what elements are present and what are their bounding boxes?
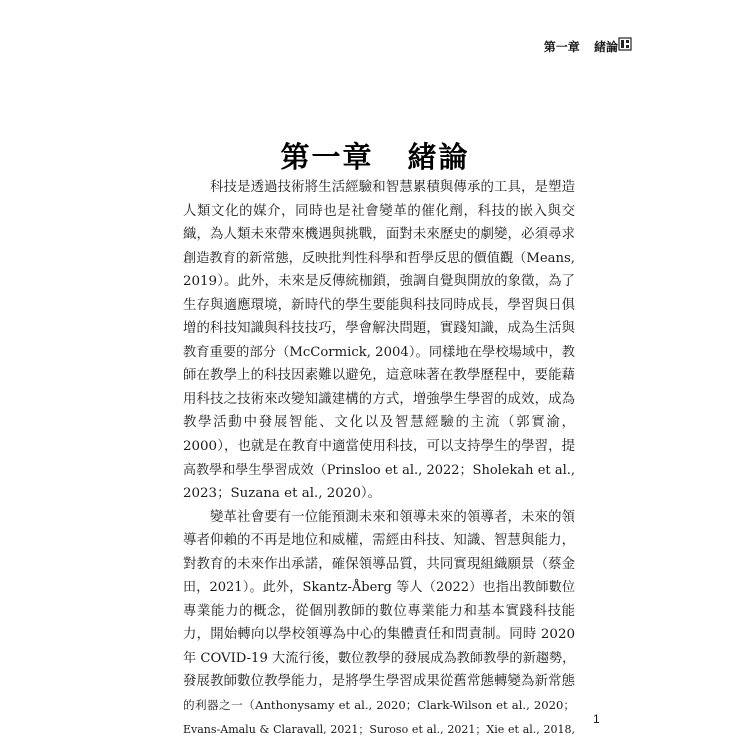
paragraph-1 — [183, 176, 575, 506]
text-line: 力，開始轉向以學校領導為中心的集體責任和問責制。同時 2020 — [183, 627, 575, 643]
text-line: 增的科技知識與科技技巧，學會解決問題，實踐知識，成為生活與 — [183, 321, 575, 337]
chapter-title — [0, 135, 750, 176]
text-line: 對教育的未來作出承諾，確保領導品質，共同實現組織願景（蔡金 — [183, 556, 575, 572]
text-line: 2019）。此外，未來是反傳統枷鎖，強調自覺與開放的象徵，為了 — [183, 274, 575, 290]
paragraph-2 — [183, 506, 575, 741]
text-line: 專業能力的概念，從個別教師的數位專業能力和基本實踐科技能 — [183, 603, 575, 619]
header-chapter: 第一章 — [543, 40, 580, 54]
text-line: Evans-Amalu & Claravall, 2021；Suroso et al., 2021；Xie et al., 2018, — [183, 722, 575, 736]
text-line: 生存與適應環境，新時代的學生要能與科技同時成長，學習與日俱 — [183, 297, 575, 313]
page-number: 1 — [593, 712, 600, 726]
text-line: 教育重要的部分（McCormick, 2004）。同樣地在學校場域中，教 — [183, 344, 575, 360]
text-line: 發展教師數位教學能力，是將學生學習成果從舊常態轉變為新常態 — [183, 674, 575, 690]
text-line: 科技是透過技術將生活經驗和智慧累積與傳承的工具，是塑造 — [210, 180, 575, 195]
text-line: 高教學和學生學習成效（Prinsloo et al., 2022；Sholekah et al., — [183, 462, 575, 478]
text-line: 織，為人類未來帶來機遇與挑戰，面對未來歷史的劇變，必須尋求 — [183, 227, 575, 243]
text-line: 的利器之一（Anthonysamy et al., 2020；Clark-Wilson et al., 2020； — [183, 698, 575, 713]
text-line: 田，2021）。此外，Skantz-Åberg 等人（2022）也指出教師數位 — [183, 580, 575, 596]
text-line: 年 COVID-19 大流行後，數位教學的發展成為教師教學的新趨勢， — [183, 650, 576, 666]
chapter-name: 緒論 — [407, 140, 470, 175]
chapter-number: 第一章 — [280, 140, 374, 175]
text-line: 師在教學上的科技因素難以避免，這意味著在教學歷程中，要能藉 — [183, 368, 575, 384]
body-text — [183, 176, 575, 741]
book-seal-icon — [618, 37, 632, 51]
text-line: 創造教育的新常態，反映批判性科學和哲學反思的價值觀（Means, — [183, 250, 575, 266]
running-header — [544, 38, 618, 55]
text-line: 教學活動中發展智能、文化以及智慧經驗的主流（郭實渝， — [183, 415, 575, 431]
text-line: 2023；Suzana et al., 2020）。 — [183, 486, 381, 502]
text-line: 2000），也就是在教育中適當使用科技，可以支持學生的學習，提 — [183, 439, 575, 455]
text-line: 導者仰賴的不再是地位和威權，需經由科技、知識、智慧與能力， — [183, 533, 575, 549]
text-line: 用科技之技術來改變知識建構的方式，增強學生學習的成效，成為 — [183, 391, 575, 407]
header-section: 緒論 — [593, 40, 618, 54]
text-line: 人類文化的媒介，同時也是社會變革的催化劑，科技的嵌入與交 — [183, 203, 575, 219]
text-line: 變革社會要有一位能預測未來和領導未來的領導者，未來的領 — [210, 509, 575, 525]
